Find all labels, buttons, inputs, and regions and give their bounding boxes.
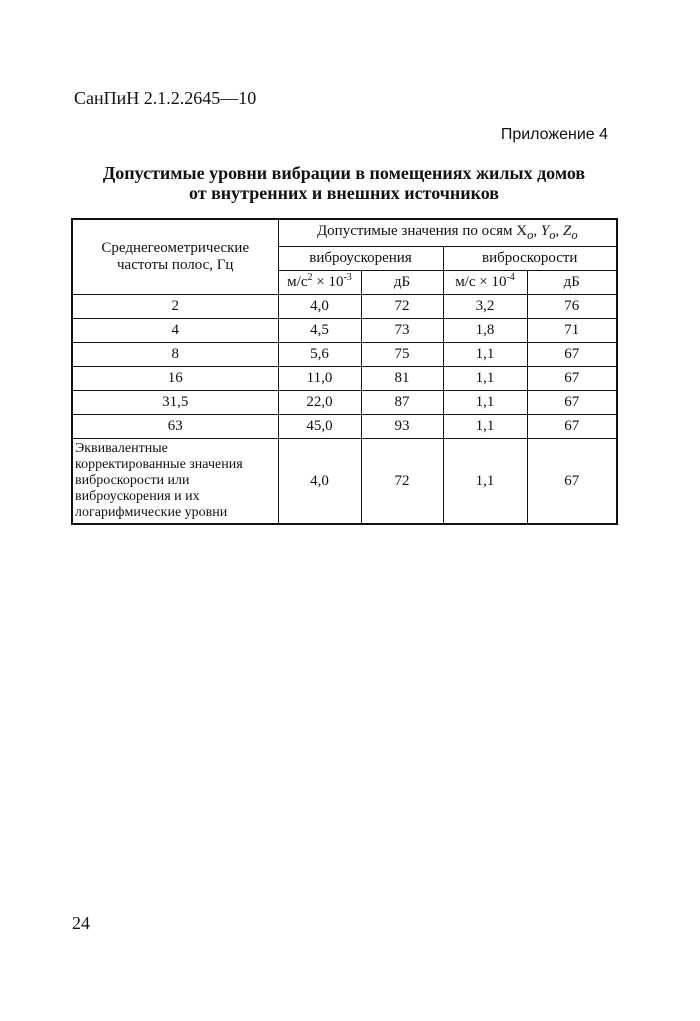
vel-db-cell: 76 — [527, 295, 617, 319]
equivalent-row — [72, 439, 617, 525]
table-title — [74, 163, 614, 203]
equivalent-label: Эквивалентные корректированные значения виброскорости или виброускорения и их логарифмические уровни — [72, 439, 278, 525]
freq-cell: 16 — [72, 367, 278, 391]
axis-y-label: Y — [540, 222, 550, 239]
frequency-column-header: Среднегеометрические частоты полос, Гц — [72, 219, 278, 295]
vel-cell: 3,2 — [443, 295, 527, 319]
page-number: 24 — [72, 913, 90, 933]
accel-db-cell: 81 — [361, 367, 443, 391]
vel-cell: 1,1 — [443, 367, 527, 391]
vel-cell: 1,1 — [443, 391, 527, 415]
freq-cell: 4 — [72, 319, 278, 343]
allowed-values-header: Допустимые значения по осям $X_o$, $Y_o$, $Z_o$ — [278, 219, 617, 247]
accel-cell: 45,0 — [278, 415, 361, 439]
vel-db-cell: 67 — [527, 343, 617, 367]
velocity-unit: $м/с \times 10^{-4}$ — [443, 271, 527, 295]
table-row — [72, 391, 617, 415]
freq-cell: 63 — [72, 415, 278, 439]
axis-x-subscript: o — [527, 227, 534, 242]
table-row — [72, 343, 617, 367]
vibration-limits-table — [71, 218, 618, 525]
table-row — [72, 367, 617, 391]
vel-cell: 1,1 — [443, 343, 527, 367]
accel-db-cell: 93 — [361, 415, 443, 439]
vel-db-cell: 67 — [527, 367, 617, 391]
axis-z-label: Z — [562, 222, 572, 239]
accel-cell: 22,0 — [278, 391, 361, 415]
accel-db-cell: 72 — [361, 295, 443, 319]
equivalent-accel-db-cell: 72 — [361, 439, 443, 525]
header-row-1 — [72, 219, 617, 247]
vel-cell: 1,1 — [443, 415, 527, 439]
acceleration-db-unit: дБ — [361, 271, 443, 295]
equivalent-vel-db-cell: 67 — [527, 439, 617, 525]
axis-y-subscript: o — [549, 227, 556, 242]
table-row — [72, 319, 617, 343]
accel-db-cell: 75 — [361, 343, 443, 367]
title-line-1: Допустимые уровни вибрации в помещениях жилых домов — [102, 163, 586, 183]
document-code: СанПиН 2.1.2.2645—10 — [74, 88, 257, 108]
allowed-values-text: Допустимые значения по осям X — [316, 222, 528, 239]
axis-z-subscript: o — [571, 227, 578, 242]
accel-cell: 5,6 — [278, 343, 361, 367]
title-line-2: от внутренних и внешних источников — [188, 183, 500, 203]
accel-cell: 4,5 — [278, 319, 361, 343]
vel-db-cell: 71 — [527, 319, 617, 343]
equivalent-accel-cell: 4,0 — [278, 439, 361, 525]
freq-cell: 8 — [72, 343, 278, 367]
accel-db-cell: 87 — [361, 391, 443, 415]
appendix-label: Приложение 4 — [500, 126, 608, 143]
accel-cell: 4,0 — [278, 295, 361, 319]
table-row — [72, 295, 617, 319]
table-row — [72, 415, 617, 439]
freq-cell: 2 — [72, 295, 278, 319]
equivalent-vel-cell: 1,1 — [443, 439, 527, 525]
vel-db-cell: 67 — [527, 391, 617, 415]
accel-cell: 11,0 — [278, 367, 361, 391]
acceleration-unit: $м/с^2 \times 10^{-3}$ — [278, 271, 361, 295]
freq-cell: 31,5 — [72, 391, 278, 415]
accel-db-cell: 73 — [361, 319, 443, 343]
acceleration-header: виброускорения — [278, 247, 443, 271]
vel-cell: 1,8 — [443, 319, 527, 343]
velocity-db-unit: дБ — [527, 271, 617, 295]
velocity-header: виброскорости — [443, 247, 617, 271]
vel-db-cell: 67 — [527, 415, 617, 439]
